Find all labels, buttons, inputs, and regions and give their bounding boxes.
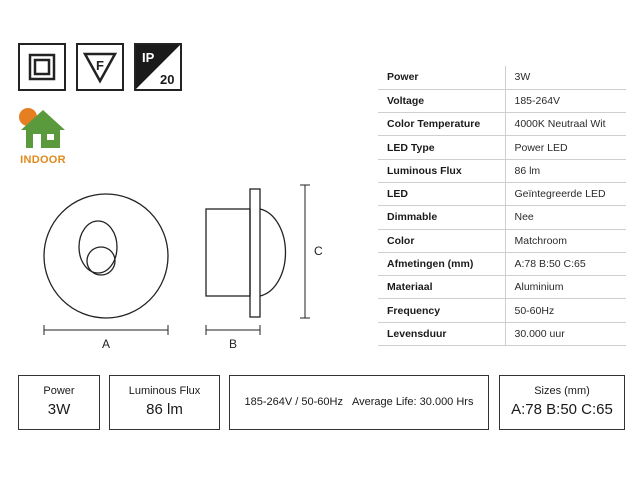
- spec-key: Frequency: [378, 299, 505, 322]
- power-box-label: Power: [43, 385, 75, 397]
- power-box-value: 3W: [47, 401, 71, 418]
- spec-value: A:78 B:50 C:65: [505, 252, 626, 275]
- spec-key: LED Type: [378, 136, 505, 159]
- specs-table: [378, 66, 626, 346]
- spec-value: 3W: [505, 66, 626, 89]
- front-view: [44, 194, 168, 318]
- dimension-a-label: A: [101, 337, 111, 351]
- flux-box-value: 86 lm: [146, 401, 183, 418]
- ip-rating: 20: [160, 72, 175, 87]
- flux-box: [109, 375, 220, 430]
- spec-row: [378, 182, 626, 205]
- flux-box-label: Luminous Flux: [128, 385, 201, 397]
- ip-label: IP: [142, 50, 155, 65]
- spec-row: [378, 159, 626, 182]
- spec-row: [378, 136, 626, 159]
- sizes-box: [499, 375, 625, 430]
- spec-key: Color Temperature: [378, 113, 505, 136]
- spec-value: Nee: [505, 206, 626, 229]
- spec-value: 30.000 uur: [505, 322, 626, 345]
- spec-key: Color: [378, 229, 505, 252]
- dimension-c: [300, 185, 310, 318]
- spec-key: Afmetingen (mm): [378, 252, 505, 275]
- spec-value: Geïntegreerde LED: [505, 182, 626, 205]
- power-box: [18, 375, 100, 430]
- spec-row: [378, 113, 626, 136]
- spec-key: Power: [378, 66, 505, 89]
- spec-value: 86 lm: [505, 159, 626, 182]
- spec-value: Matchroom: [505, 229, 626, 252]
- spec-value: 185-264V: [505, 89, 626, 112]
- double-insulation-icon: [18, 43, 66, 91]
- range-box-life: Average Life: 30.000 Hrs: [351, 396, 474, 408]
- spec-row: [378, 299, 626, 322]
- range-box: [229, 375, 489, 430]
- dimension-c-label: C: [314, 244, 323, 258]
- spec-key: Dimmable: [378, 206, 505, 229]
- spec-row: [378, 322, 626, 345]
- sizes-box-label: Sizes (mm): [534, 385, 590, 397]
- sizes-box-value: A:78 B:50 C:65: [511, 401, 613, 418]
- indoor-badge: [18, 104, 68, 168]
- spec-row: [378, 276, 626, 299]
- spec-row: [378, 206, 626, 229]
- spec-row: [378, 229, 626, 252]
- spec-row: [378, 89, 626, 112]
- side-view: [206, 189, 285, 317]
- house-icon: [18, 104, 68, 154]
- spec-key: Materiaal: [378, 276, 505, 299]
- f-mark-icon: [76, 43, 124, 91]
- ip20-icon: [134, 43, 182, 91]
- spec-row: [378, 252, 626, 275]
- product-drawing: [30, 175, 340, 360]
- spec-key: Voltage: [378, 89, 505, 112]
- spec-key: Levensduur: [378, 322, 505, 345]
- indoor-label: INDOOR: [20, 154, 66, 166]
- spec-key: LED: [378, 182, 505, 205]
- spec-value: 4000K Neutraal Wit: [505, 113, 626, 136]
- spec-value: Power LED: [505, 136, 626, 159]
- dimension-a: [44, 325, 168, 335]
- f-mark-letter: F: [96, 58, 104, 73]
- range-box-voltage: 185-264V / 50-60Hz: [244, 396, 343, 408]
- dimension-b-label: B: [228, 337, 238, 351]
- spec-key: Luminous Flux: [378, 159, 505, 182]
- spec-value: 50-60Hz: [505, 299, 626, 322]
- spec-row: [378, 66, 626, 89]
- spec-value: Aluminium: [505, 276, 626, 299]
- dimension-b: [206, 325, 260, 335]
